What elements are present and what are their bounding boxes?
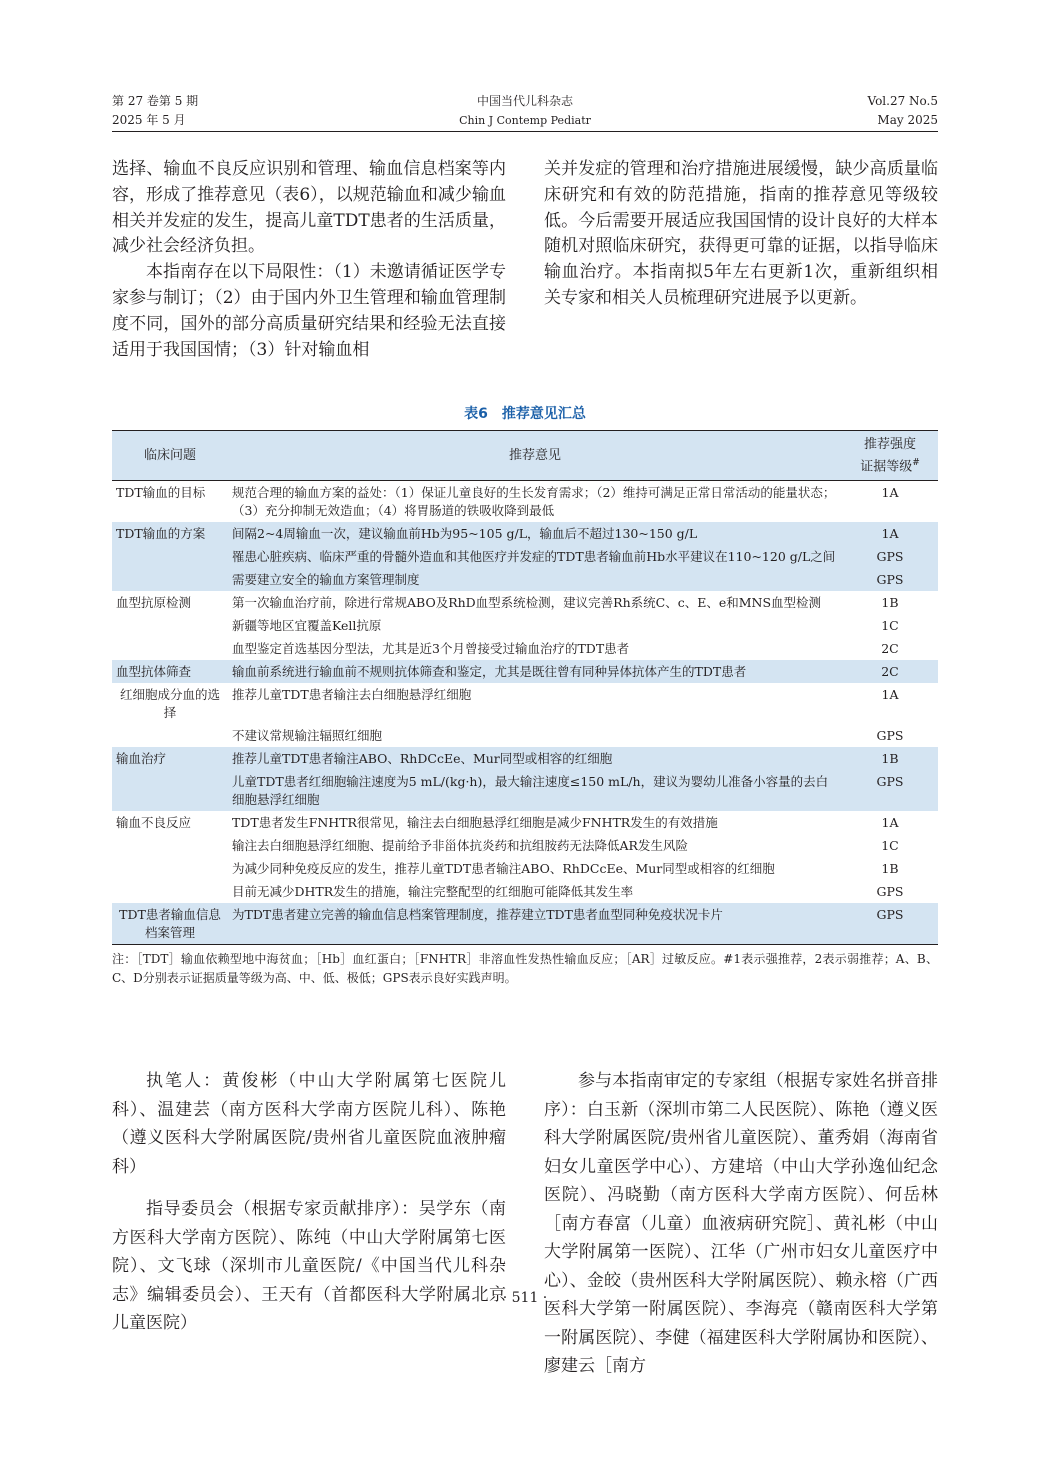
body-top-left-column	[112, 157, 506, 363]
cell-grade: 1A	[881, 485, 899, 501]
cell-grade: 1A	[881, 815, 899, 831]
cell-grade: GPS	[876, 572, 904, 588]
cell-grade: 1A	[881, 526, 899, 542]
cell-recommendation: 不建议常规输注辐照红细胞	[232, 728, 383, 744]
header-clinical-issue: 临床问题	[112, 431, 228, 481]
header-center	[112, 92, 938, 130]
date-en: May 2025	[877, 113, 938, 127]
cell-recommendation: 为TDT患者建立完善的输血信息档案管理制度，推荐建立TDT患者血型同种免疫状况卡片	[228, 903, 842, 945]
table-header-row	[112, 431, 938, 481]
cell-recommendation: 目前无减少DHTR发生的措施，输注完整配型的红细胞可能降低其发生率	[232, 884, 634, 900]
cell-grade: 2C	[881, 641, 899, 657]
table-row	[112, 857, 938, 880]
table-row	[112, 770, 938, 811]
cell-recommendation: 输注去白细胞悬浮红细胞、提前给予非甾体抗炎药和抗组胺药无法降低AR发生风险	[232, 838, 688, 854]
cell-recommendation: 第一次输血治疗前，除进行常规ABO及RhD血型系统检测，建议完善Rh系统C、c、E、e和MNS血型检测	[232, 595, 822, 611]
paragraph-limitations: 本指南存在以下局限性：（1）未邀请循证医学专家参与制订；（2）由于国内外卫生管理和输血管理制度不同，国外的部分高质量研究结果和经验无法直接适用于我国国情；（3）针对输血相	[112, 262, 506, 360]
cell-grade: GPS	[876, 774, 904, 790]
journal-title-en: Chin J Contemp Pediatr	[459, 114, 591, 127]
table-row	[112, 747, 938, 770]
table-row	[112, 614, 938, 637]
cell-recommendation: 推荐儿童TDT患者输注去白细胞悬浮红细胞	[232, 687, 472, 703]
page-number: · 511 ·	[502, 1290, 548, 1306]
cell-clinical-issue	[112, 637, 228, 660]
cell-clinical-issue: 输血不良反应	[116, 815, 192, 831]
header-recommendation: 推荐意见	[228, 431, 842, 481]
experts-paragraph: 参与本指南审定的专家组（根据专家姓名拼音排序）：白玉新（深圳市第二人民医院）、陈艳（遵义医科大学附属医院/贵州省儿童医院）、董秀娟（海南省妇女儿童医学中心）、方建培（中山大学孙逸仙纪念医院）、冯晓勤（南方医科大学南方医院）、何岳林［南方春富（儿童）血液病研究院］、黄礼彬（中山大学附属第一医院）、江华（广州市妇女儿童医疗中心）、金皎（贵州医科大学附属医院）、赖永榕（广西医科大学第一附属医院）、李海亮（赣南医科大学第一附属医院）、李健（福建医科大学附属协和医院）、廖建云［南方	[544, 1071, 938, 1376]
cell-clinical-issue	[112, 770, 228, 811]
cell-clinical-issue	[112, 724, 228, 747]
journal-title-cn: 中国当代儿科杂志	[476, 94, 573, 108]
cell-recommendation: 间隔2~4周输血一次，建议输血前Hb为95~105 g/L，输血后不超过130~150 g/L	[232, 526, 698, 542]
body-bottom-right-column	[544, 1067, 938, 1381]
cell-grade: 1B	[881, 751, 899, 767]
cell-recommendation: 输血前系统进行输血前不规则抗体筛查和鉴定，尤其是既往曾有同种异体抗体产生的TDT患者	[232, 664, 747, 680]
authors-paragraph: 执笔人：黄俊彬（中山大学附属第七医院儿科）、温建芸（南方医科大学南方医院儿科）、陈艳（遵义医科大学附属医院/贵州省儿童医院血液肿瘤科）	[112, 1071, 506, 1177]
cell-clinical-issue	[112, 880, 228, 903]
paragraph: 选择、输血不良反应识别和管理、输血信息档案等内容，形成了推荐意见（表6），以规范输血和减少输血相关并发症的发生，提高儿童TDT患者的生活质量，减少社会经济负担。	[112, 159, 506, 257]
table-row	[112, 591, 938, 614]
cell-clinical-issue	[112, 857, 228, 880]
table-row	[112, 811, 938, 834]
header-right	[868, 92, 939, 130]
cell-clinical-issue: TDT患者输血信息档案管理	[112, 903, 228, 945]
cell-recommendation: 需要建立安全的输血方案管理制度	[232, 572, 420, 588]
page-header	[112, 92, 938, 134]
table-caption: 表6 推荐意见汇总	[464, 406, 586, 422]
cell-grade: GPS	[876, 728, 904, 744]
table-row	[112, 724, 938, 747]
table-row	[112, 568, 938, 591]
recommendation-table-block	[112, 404, 938, 988]
date-cn: 2025 年 5 月	[112, 113, 186, 127]
committee-paragraph: 指导委员会（根据专家贡献排序）：吴学东（南方医科大学南方医院）、陈纯（中山大学附属第七医院）、文飞球（深圳市儿童医院/《中国当代儿科杂志》编辑委员会）、王天有（首都医科大学附属北京儿童医院）	[112, 1199, 506, 1333]
cell-clinical-issue	[112, 545, 228, 568]
header-rule	[112, 131, 938, 132]
recommendation-table	[112, 430, 938, 945]
cell-clinical-issue	[112, 834, 228, 857]
header-grade-text: 证据等级	[860, 459, 913, 475]
header-grade	[842, 431, 938, 481]
cell-clinical-issue: TDT输血的方案	[116, 526, 206, 542]
volume-cn: 第 27 卷第 5 期	[112, 94, 199, 108]
cell-recommendation: 儿童TDT患者红细胞输注速度为5 mL/(kg·h)，最大输注速度≤150 mL/h，建议为婴幼儿准备小容量的去白细胞悬浮红细胞	[232, 774, 829, 808]
header-grade-line2	[848, 454, 932, 476]
table-row	[112, 880, 938, 903]
cell-grade: 1C	[881, 838, 899, 854]
cell-recommendation: 规范合理的输血方案的益处：（1）保证儿童良好的生长发育需求；（2）维持可满足正常日常活动的能量状态；（3）充分抑制无效造血；（4）将胃肠道的铁吸收降到最低	[232, 485, 836, 519]
paragraph: 关并发症的管理和治疗措施进展缓慢，缺少高质量临床研究和有效的防范措施，指南的推荐意见等级较低。今后需要开展适应我国国情的设计良好的大样本随机对照临床研究，获得更可靠的证据，以指导临床输血治疗。本指南拟5年左右更新1次，重新组织相关专家和相关人员梳理研究进展予以更新。	[544, 159, 938, 308]
table-row	[112, 834, 938, 857]
cell-grade: 1B	[881, 595, 899, 611]
header-grade-line1: 推荐强度	[863, 437, 916, 452]
header-grade-sup: #	[912, 458, 920, 468]
cell-grade: 1B	[881, 861, 899, 877]
cell-clinical-issue: 红细胞成分血的选择	[119, 687, 220, 721]
cell-clinical-issue: 输血治疗	[116, 751, 167, 767]
cell-grade: 2C	[881, 664, 899, 680]
volume-en: Vol.27 No.5	[867, 94, 938, 108]
cell-recommendation: 罹患心脏疾病、临床严重的骨髓外造血和其他医疗并发症的TDT患者输血前Hb水平建议在110~120 g/L之间	[232, 549, 836, 565]
table-row	[112, 683, 938, 724]
cell-clinical-issue: 血型抗体筛查	[116, 664, 192, 680]
table-row	[112, 481, 938, 523]
cell-recommendation: 血型鉴定首选基因分型法，尤其是近3个月曾接受过输血治疗的TDT患者	[232, 641, 630, 657]
cell-grade: 1C	[881, 618, 899, 634]
cell-clinical-issue: TDT输血的目标	[116, 485, 206, 501]
cell-grade: 1A	[881, 687, 899, 703]
cell-clinical-issue	[112, 568, 228, 591]
cell-recommendation: 为减少同种免疫反应的发生，推荐儿童TDT患者输注ABO、RhDCcEe、Mur同型或相容的红细胞	[232, 861, 775, 877]
cell-clinical-issue: 血型抗原检测	[116, 595, 192, 611]
cell-recommendation: TDT患者发生FNHTR很常见，输注去白细胞悬浮红细胞是减少FNHTR发生的有效措施	[232, 815, 718, 831]
cell-grade: GPS	[876, 884, 904, 900]
cell-recommendation: 推荐儿童TDT患者输注ABO、RhDCcEe、Mur同型或相容的红细胞	[232, 751, 613, 767]
table-body	[112, 481, 938, 945]
cell-recommendation: 新疆等地区宜覆盖Kell抗原	[232, 618, 382, 634]
table-row	[112, 637, 938, 660]
table-row	[112, 522, 938, 545]
table-note: 注：［TDT］输血依赖型地中海贫血；［Hb］血红蛋白；［FNHTR］非溶血性发热性输血反应；［AR］过敏反应。#1表示强推荐，2表示弱推荐；A、B、C、D分别表示证据质量等级为高、中、低、极低；GPS表示良好实践声明。	[112, 952, 938, 986]
cell-grade: GPS	[842, 903, 938, 945]
cell-clinical-issue	[112, 614, 228, 637]
table-row	[112, 903, 938, 945]
table-row	[112, 660, 938, 683]
body-top-right-column	[544, 157, 938, 312]
table-row	[112, 545, 938, 568]
cell-grade: GPS	[876, 549, 904, 565]
